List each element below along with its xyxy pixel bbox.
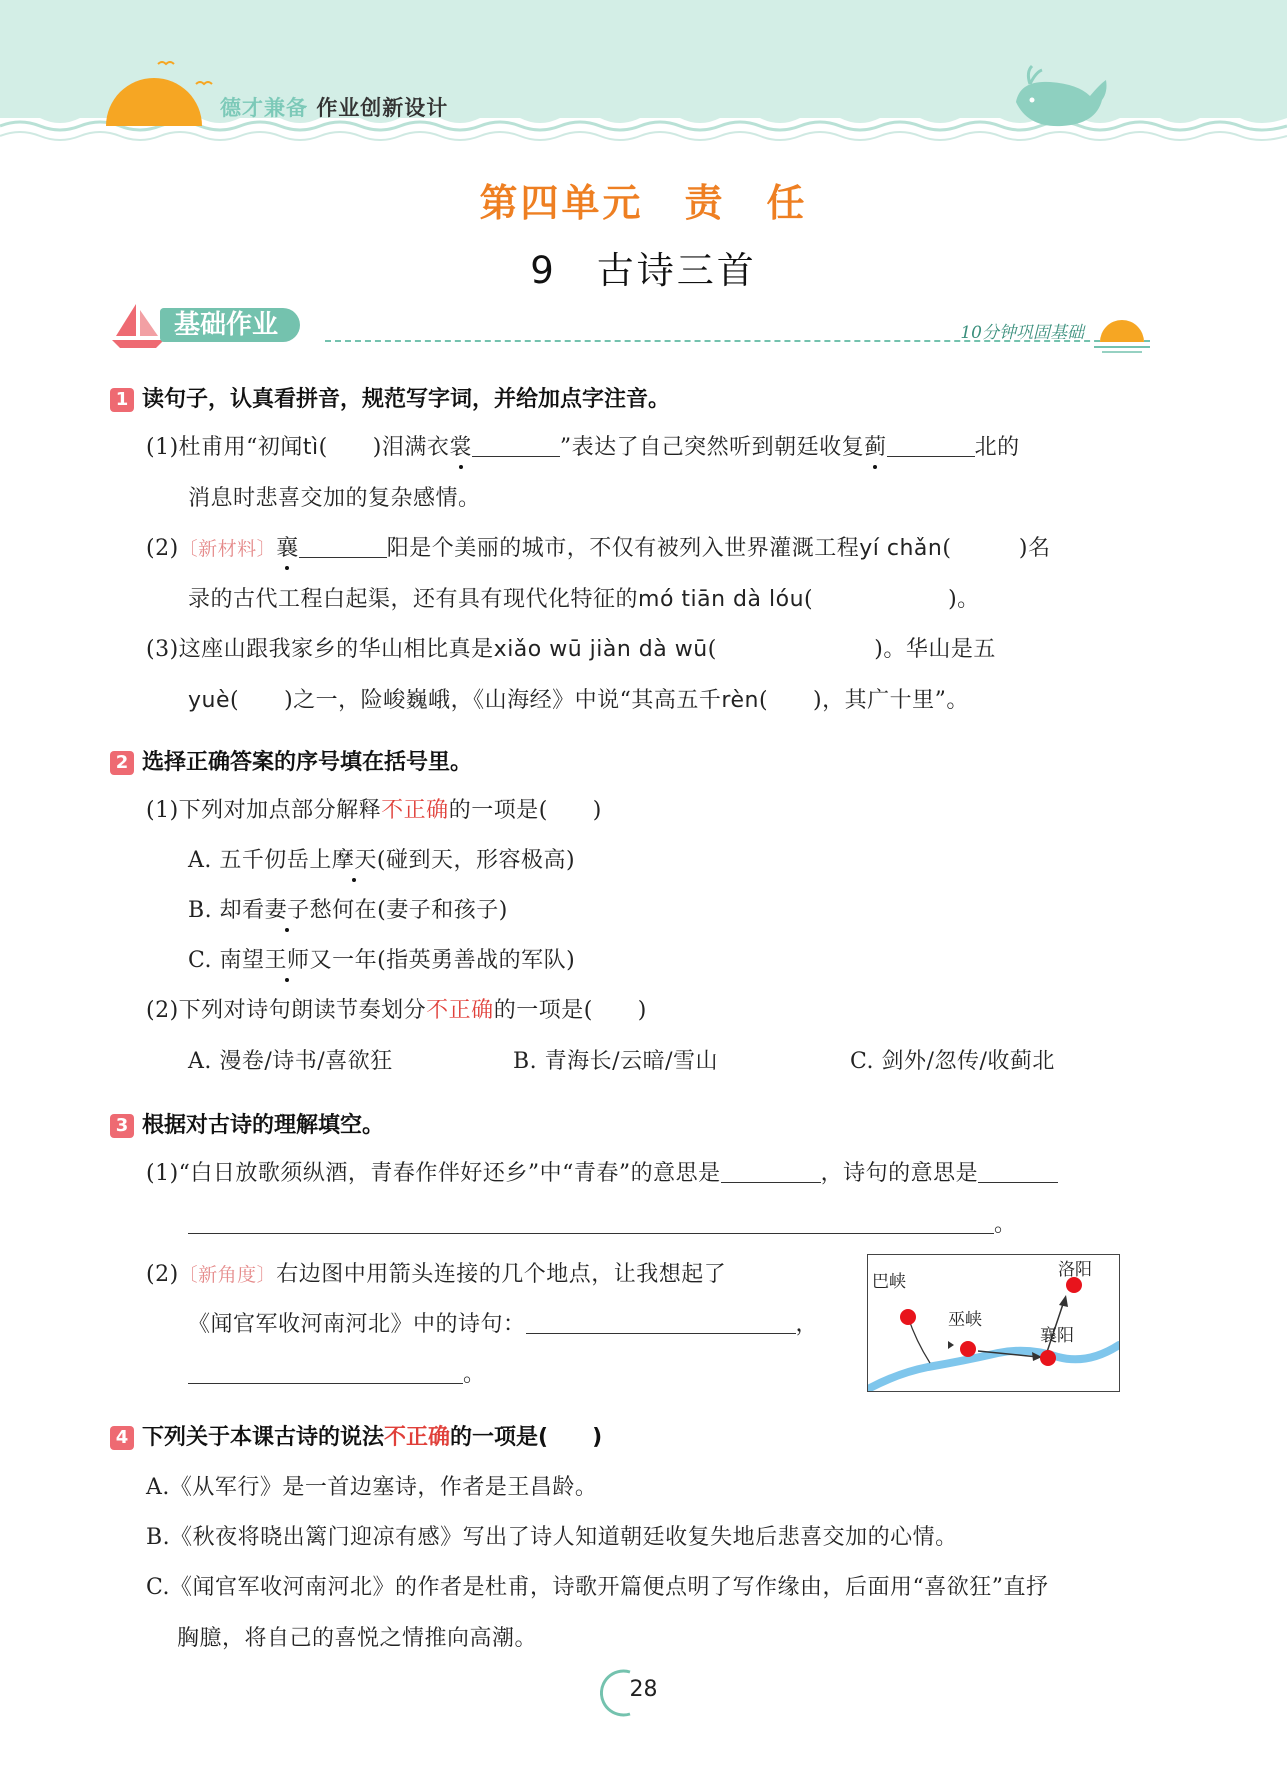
pinyin: yuè xyxy=(188,688,230,713)
q4-option-b[interactable]: B.《秋夜将晓出篱门迎凉有感》写出了诗人知道朝廷收复失地后悲喜交加的心情。 xyxy=(146,1525,958,1550)
emphasis-text: 不正确 xyxy=(381,798,449,823)
answer-blank[interactable] xyxy=(721,1162,821,1183)
text: 右边图中用箭头连接的几个地点，让我想起了 xyxy=(276,1262,727,1287)
q2-choice-b[interactable]: B. 青海长/云暗/雪山 xyxy=(513,1049,718,1074)
question-number: 2 xyxy=(110,751,134,775)
section-title: 基础作业 xyxy=(160,308,300,342)
text: 。 xyxy=(463,1362,486,1387)
dotted-word: 摩天 xyxy=(331,848,377,873)
text: ( )。 xyxy=(804,587,980,612)
text: ”表达了自己突然听到朝廷收复 xyxy=(559,435,865,460)
q1-line-5 xyxy=(146,632,996,663)
q3-line-2 xyxy=(188,1207,1017,1238)
q2-sub-1 xyxy=(146,793,602,824)
question-text: 读句子，认真看拼音，规范写字词，并给加点字注音。 xyxy=(142,387,671,412)
text: 又一年(指英勇善战的军队) xyxy=(309,948,576,973)
q1-line-1 xyxy=(146,430,1020,461)
text: 阳是个美丽的城市，不仅有被列入世界灌溉工程 xyxy=(386,536,860,561)
answer-blank[interactable] xyxy=(299,537,387,558)
pinyin: rèn xyxy=(721,688,759,713)
q3-line-3 xyxy=(146,1257,726,1288)
text: 《闻官军收河南河北》中的诗句： xyxy=(188,1312,526,1337)
unit-title: 第四单元 责 任 xyxy=(479,181,808,225)
text: ( )，其广十里”。 xyxy=(758,688,969,713)
question-text: 的一项是( ) xyxy=(450,1425,603,1450)
pinyin: tì xyxy=(302,435,319,460)
text: (2) xyxy=(146,1262,179,1287)
q2-sub-2 xyxy=(146,993,647,1024)
dot-wushan xyxy=(960,1341,976,1357)
text: 的一项是( ) xyxy=(448,798,602,823)
answer-blank[interactable] xyxy=(526,1313,796,1334)
pinyin: xiǎo wū jiàn dà wū xyxy=(493,637,708,662)
pinyin: yí chǎn xyxy=(859,536,943,561)
text: 愁何在(妻子和孩子) xyxy=(309,898,508,923)
q4-option-c-cont: 胸臆，将自己的喜悦之情推向高潮。 xyxy=(177,1626,538,1651)
brand-colored: 德才兼备 xyxy=(220,96,308,120)
text: ，诗句的意思是 xyxy=(820,1161,979,1186)
text: (1)下列对加点部分解释 xyxy=(146,798,382,823)
header-band xyxy=(0,0,1287,150)
q2-choice-a[interactable]: A. 漫卷/诗书/喜欲狂 xyxy=(188,1049,393,1074)
small-sun-icon xyxy=(1094,314,1150,354)
text: (2) xyxy=(146,536,179,561)
answer-blank[interactable] xyxy=(978,1162,1058,1183)
dotted-word: 妻子 xyxy=(264,898,310,923)
label-bashan: 巴峡 xyxy=(872,1272,906,1292)
label-wushan: 巫峡 xyxy=(948,1310,982,1330)
sailboat-icon xyxy=(110,302,166,350)
text: ( )之一，险峻巍峨，《山海经》中说“其高五千 xyxy=(230,688,722,713)
dotted-char: 裳 xyxy=(449,435,472,460)
text: (1)“白日放歌须纵酒，青春作伴好还乡”中“青春”的意思是 xyxy=(146,1161,721,1186)
q3-line-5 xyxy=(188,1357,486,1388)
q3-line-1 xyxy=(146,1156,1058,1187)
text: 。 xyxy=(994,1212,1017,1237)
text: (碰到天，形容极高) xyxy=(376,848,576,873)
answer-blank[interactable] xyxy=(188,1363,463,1384)
q1-line-3 xyxy=(146,531,1050,562)
text: (1)杜甫用“初闻 xyxy=(146,435,303,460)
brand-dark: 作业创新设计 xyxy=(316,96,449,120)
text: ( )名 xyxy=(942,536,1051,561)
answer-blank[interactable] xyxy=(887,436,975,457)
text: ， xyxy=(795,1312,819,1337)
q4-option-c[interactable]: C.《闻官军收河南河北》的作者是杜甫，诗歌开篇便点明了写作缘由，后面用“喜欲狂”直抒 xyxy=(146,1575,1049,1600)
text: C. 南望 xyxy=(188,948,265,973)
question-number: 1 xyxy=(110,388,134,412)
q2-option-a[interactable] xyxy=(188,843,575,874)
text: 录的古代工程白起渠，还有具有现代化特征的 xyxy=(188,587,639,612)
question-text: 根据对古诗的理解填空。 xyxy=(142,1113,385,1138)
q3-line-4 xyxy=(188,1307,818,1338)
section-subtitle: 10分钟巩固基础 xyxy=(960,323,1084,343)
dotted-char: 襄 xyxy=(276,536,299,561)
river xyxy=(868,1345,1119,1389)
text: (2)下列对诗句朗读节奏划分 xyxy=(146,998,427,1023)
dotted-char: 蓟 xyxy=(864,435,887,460)
text: A. 五千仞岳上 xyxy=(188,848,332,873)
dot-bashan xyxy=(900,1309,916,1325)
lesson-title: 9 古诗三首 xyxy=(530,249,757,292)
answer-blank[interactable] xyxy=(188,1213,994,1234)
question-3-title xyxy=(110,1108,384,1139)
question-number: 4 xyxy=(110,1426,134,1450)
emphasis-text: 不正确 xyxy=(426,998,494,1023)
text: B. 却看 xyxy=(188,898,265,923)
q2-option-b[interactable] xyxy=(188,893,508,924)
q1-line-2: 消息时悲喜交加的复杂感情。 xyxy=(188,486,481,511)
brand-title xyxy=(220,92,448,122)
section-header xyxy=(110,302,1150,352)
question-number: 3 xyxy=(110,1114,134,1138)
question-text: 选择正确答案的序号填在括号里。 xyxy=(142,750,473,775)
label-luoyang: 洛阳 xyxy=(1058,1260,1092,1280)
question-4-title xyxy=(110,1420,602,1451)
new-angle-tag: 〔新角度〕 xyxy=(178,1264,277,1286)
text: 的一项是( ) xyxy=(493,998,647,1023)
q2-option-c[interactable] xyxy=(188,943,575,974)
q1-line-6 xyxy=(188,683,969,714)
q1-line-4 xyxy=(188,582,980,613)
route-map xyxy=(867,1254,1120,1392)
question-2-title xyxy=(110,745,472,776)
q4-option-a[interactable]: A.《从军行》是一首边塞诗，作者是王昌龄。 xyxy=(146,1475,598,1500)
label-xiangyang: 襄阳 xyxy=(1040,1326,1074,1346)
text: 北的 xyxy=(974,435,1020,460)
answer-blank[interactable] xyxy=(472,436,560,457)
q2-choice-c[interactable]: C. 剑外/忽传/收蓟北 xyxy=(850,1049,1055,1074)
dotted-word: 王师 xyxy=(264,948,310,973)
text: ( )。华山是五 xyxy=(707,637,996,662)
page-number: 28 xyxy=(629,1677,658,1702)
question-text: 下列关于本课古诗的说法 xyxy=(142,1425,385,1450)
emphasis-text: 不正确 xyxy=(384,1425,451,1450)
question-1-title xyxy=(110,382,670,413)
new-material-tag: 〔新材料〕 xyxy=(178,538,277,560)
pinyin: mó tiān dà lóu xyxy=(638,587,805,612)
dot-xiangyang xyxy=(1040,1350,1056,1366)
text: (3)这座山跟我家乡的华山相比真是 xyxy=(146,637,494,662)
text: ( )泪满衣 xyxy=(318,435,450,460)
